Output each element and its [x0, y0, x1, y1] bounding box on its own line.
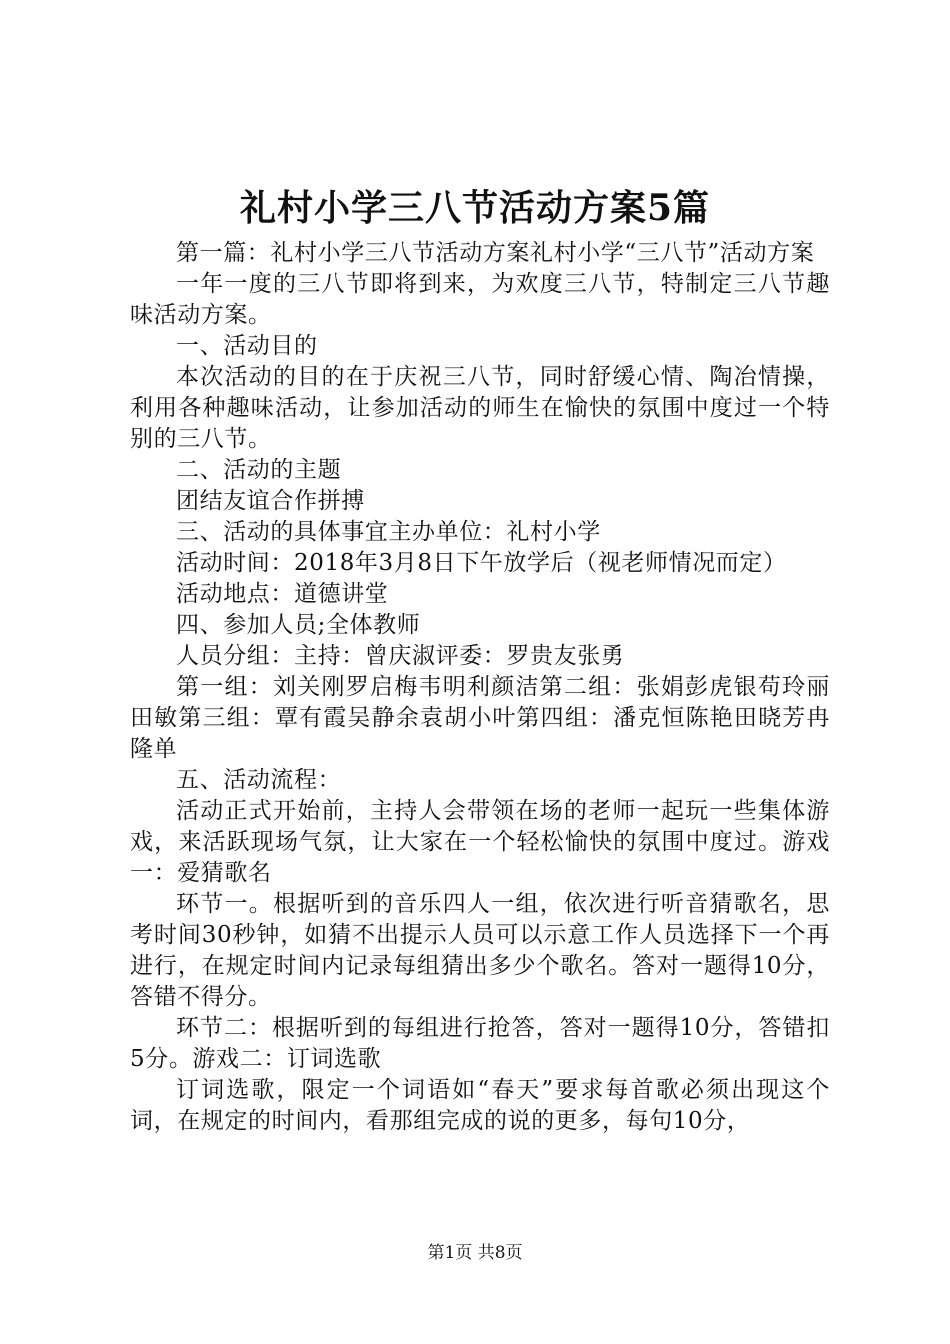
section-heading: 二、活动的主题: [176, 457, 342, 483]
paragraph: 环节一。根据听到的音乐四人一组，依次进行听音猜歌名，思考时间30秒钟，如猜不出提示人员可以示意工作人员选择下一个再进行，在规定时间内记录每组猜出多少个歌名。答对一题得10分，答错不得分。: [130, 891, 830, 1010]
paragraph: 第一篇：礼村小学三八节活动方案礼村小学“三八节”活动方案: [176, 240, 815, 266]
paragraph: 活动正式开始前，主持人会带领在场的老师一起玩一些集体游戏，来活跃现场气氛，让大家在一个轻松愉快的氛围中度过。游戏一：爱猜歌名: [130, 798, 830, 886]
paragraph: 环节二：根据听到的每组进行抢答，答对一题得10分，答错扣5分。游戏二：订词选歌: [130, 1015, 830, 1072]
section-heading: 一、活动目的: [176, 333, 318, 359]
document-title: 礼村小学三八节活动方案5篇: [239, 187, 711, 229]
paragraph: 活动时间：2018年3月8日下午放学后（视老师情况而定）: [176, 550, 787, 576]
paragraph: 团结友谊合作拼搏: [176, 488, 365, 514]
paragraph: 人员分组：主持：曾庆淑评委：罗贵友张勇: [176, 643, 625, 669]
paragraph: 订词选歌，限定一个词语如“春天”要求每首歌必须出现这个词，在规定的时间内，看那组完成的说的更多，每句10分，: [130, 1077, 830, 1134]
section-heading: 三、活动的具体事宜主办单位：礼村小学: [176, 519, 601, 545]
section-heading: 四、参加人员;全体教师: [176, 612, 421, 638]
paragraph: 本次活动的目的在于庆祝三八节，同时舒缓心情、陶冶情操，利用各种趣味活动，让参加活动的师生在愉快的氛围中度过一个特别的三八节。: [130, 364, 830, 452]
section-heading: 五、活动流程：: [176, 767, 342, 793]
page-footer: 第1页 共8页: [427, 1243, 523, 1263]
paragraph: 一年一度的三八节即将到来，为欢度三八节，特制定三八节趣味活动方案。: [130, 271, 830, 328]
paragraph: 第一组：刘关刚罗启梅韦明利颜洁第二组：张娟彭虎银苟玲丽田敏第三组：覃有霞吴静余袁胡小叶第四组：潘克恒陈艳田晓芳冉隆单: [130, 674, 830, 762]
document-body: [130, 238, 830, 1137]
paragraph: 活动地点：道德讲堂: [176, 581, 389, 607]
